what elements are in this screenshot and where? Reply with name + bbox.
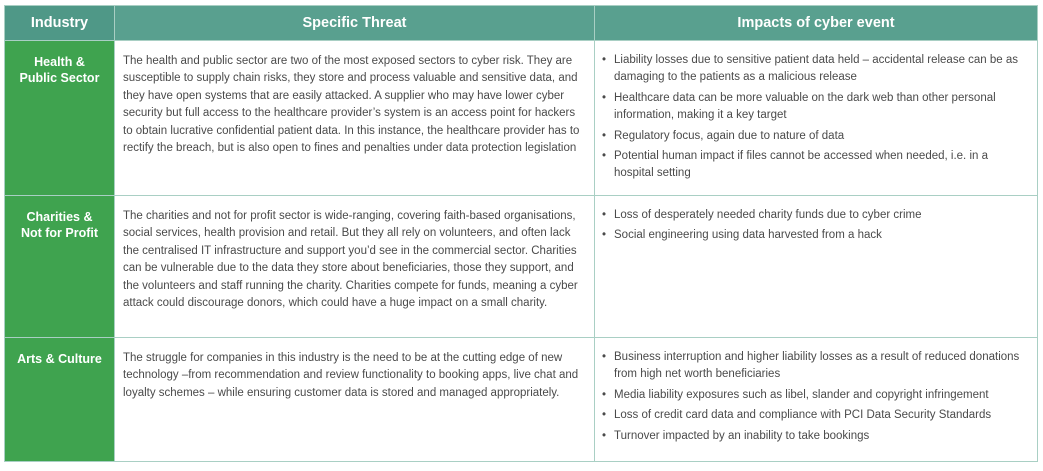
impact-item xyxy=(602,227,1029,244)
industry-label-line1: Arts & Culture xyxy=(17,352,102,366)
header-impacts: Impacts of cyber event xyxy=(595,6,1038,41)
impact-item xyxy=(602,128,1029,145)
impact-text: Liability losses due to sensitive patient data held – accidental release can be as damaging to the patients as a malicious release xyxy=(614,54,1019,84)
bullet-icon: • xyxy=(602,209,607,221)
impact-item xyxy=(602,407,1029,424)
cyber-threat-table xyxy=(4,5,1038,462)
industry-cell xyxy=(5,41,115,196)
threat-text: The health and public sector are two of the most exposed sectors to cyber risk. They are susceptible to supply chain risks, they store and process valuable and sensitive data, and they have open systems that are easily attacked. A supplier who may have lower cyber security but full access to the healthcare provider’s system is an access point for hackers to obtain lucrative confidential patient data. In this instance, the healthcare provider has to rectify the breach, but is also open to fines and penalties under data protection legislation xyxy=(123,55,580,155)
industry-label-line1: Charities & xyxy=(26,210,93,224)
impact-item xyxy=(602,428,1029,445)
impact-item xyxy=(602,52,1029,87)
bullet-icon: • xyxy=(602,409,607,422)
impacts-cell xyxy=(595,338,1038,462)
impact-text: Social engineering using data harvested from a hack xyxy=(614,229,882,242)
bullet-icon: • xyxy=(602,150,607,163)
impact-text: Turnover impacted by an inability to take bookings xyxy=(614,429,870,442)
bullet-icon: • xyxy=(602,54,607,66)
impact-text: Media liability exposures such as libel, slander and copyright infringement xyxy=(614,388,989,401)
impact-text: Loss of desperately needed charity funds due to cyber crime xyxy=(614,209,922,221)
table-row-charities-not-for-profit xyxy=(5,196,1038,338)
impact-text: Loss of credit card data and compliance with PCI Data Security Standards xyxy=(614,409,992,422)
impacts-list xyxy=(602,349,1029,445)
bullet-icon: • xyxy=(602,388,607,401)
impact-text: Regulatory focus, again due to nature of data xyxy=(614,129,845,142)
threat-cell xyxy=(115,196,595,338)
header-specific-threat: Specific Threat xyxy=(115,6,595,41)
industry-label-line2: Not for Profit xyxy=(20,226,99,240)
threat-cell xyxy=(115,338,595,462)
bullet-icon: • xyxy=(602,91,607,104)
impacts-cell xyxy=(595,41,1038,196)
industry-cell xyxy=(5,338,115,462)
impact-item xyxy=(602,207,1029,224)
threat-text: The charities and not for profit sector is wide-ranging, covering faith-based organisations, social services, health provision and retail. But they all rely on volunteers, and often lack the centralised IT infrastructure and support you’d see in the commercial sector. Charities can be vulnerable due to the data they store about beneficiaries, those they support, and the volunteers and staff running the charity. Charities compete for funds, meaning a cyber attack could discourage donors, which could have a huge impact on a small charity. xyxy=(123,210,578,310)
impact-item xyxy=(602,349,1029,384)
header-row xyxy=(5,6,1038,41)
impact-item xyxy=(602,90,1029,125)
bullet-icon: • xyxy=(602,429,607,442)
impacts-list xyxy=(602,207,1029,245)
bullet-icon: • xyxy=(602,351,607,363)
bullet-icon: • xyxy=(602,229,607,242)
impacts-list xyxy=(602,52,1029,183)
bullet-icon: • xyxy=(602,129,607,142)
threat-text: The struggle for companies in this industry is the need to be at the cutting edge of new technology –from recommendation and review functionality to booking apps, live chat and loyalty schemes – while ensuring customer data is stored and managed appropriately. xyxy=(123,352,579,399)
impact-item xyxy=(602,148,1029,183)
impact-text: Healthcare data can be more valuable on the dark web than other personal information, making it a key target xyxy=(614,91,996,122)
threat-cell xyxy=(115,41,595,196)
header-industry: Industry xyxy=(5,6,115,41)
industry-cell xyxy=(5,196,115,338)
industry-label-line1: Health & xyxy=(34,55,85,69)
industry-label-line2: Public Sector xyxy=(19,71,100,85)
table-row-health-public-sector xyxy=(5,41,1038,196)
impact-text: Potential human impact if files cannot be accessed when needed, i.e. in a hospital setting xyxy=(614,150,988,180)
table-row-arts-culture xyxy=(5,338,1038,462)
impact-text: Business interruption and higher liability losses as a result of reduced donations from high net worth beneficiaries xyxy=(614,351,1020,381)
impact-item xyxy=(602,387,1029,404)
impacts-cell xyxy=(595,196,1038,338)
